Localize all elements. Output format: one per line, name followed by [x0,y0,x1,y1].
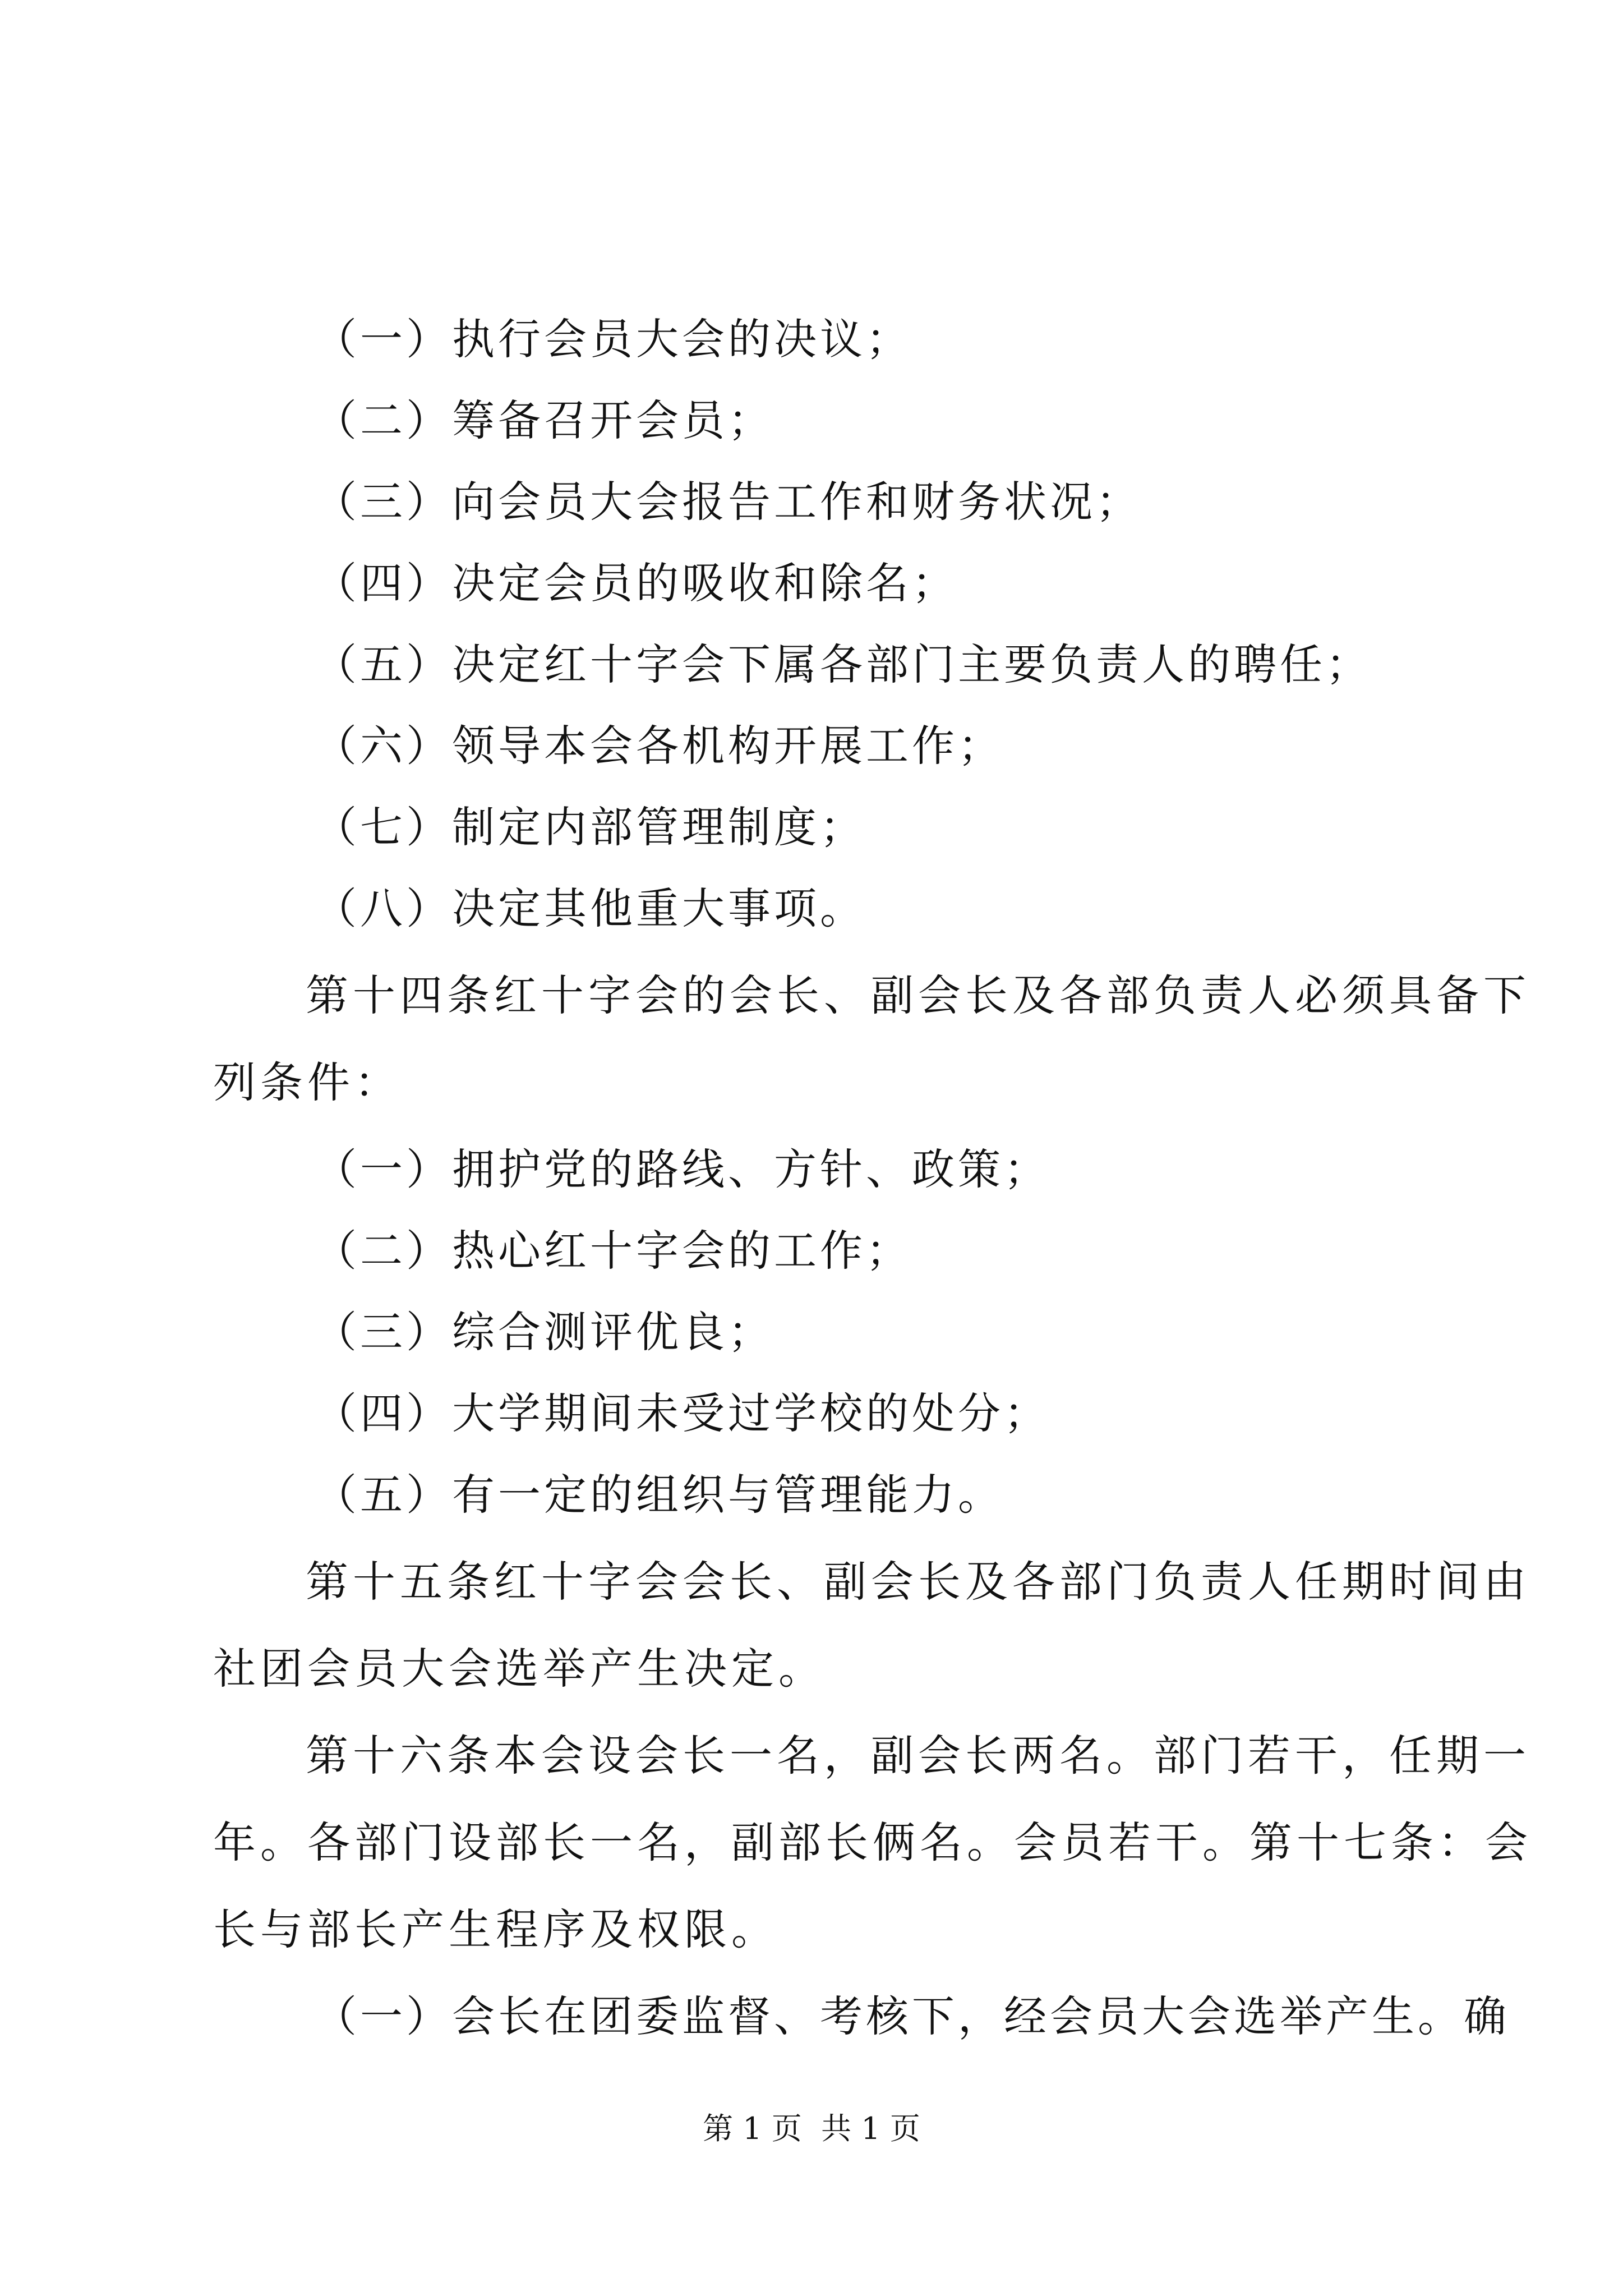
text-line: （五）决定红十字会下属各部门主要负责人的聘任； [314,639,1372,689]
text-line: （二）筹备召开会员； [314,395,774,445]
text-line: （六）领导本会各机构开展工作； [314,721,1004,771]
text-line: （三）综合测评优良； [314,1307,774,1357]
text-line: （七）制定内部管理制度； [314,802,866,852]
text-line: （一）会长在团委监督、考核下，经会员大会选举产生。确 [314,1991,1510,2041]
text-line: （四）决定会员的吸收和除名； [314,558,958,608]
text-line: （八）决定其他重大事项。 [314,884,866,933]
text-line: （四）大学期间未受过学校的处分； [314,1388,1050,1438]
text-line: 第十六条本会设会长一名，副会长两名。部门若干，任期一 [306,1731,1530,1780]
text-line: 长与部长产生程序及权限。 [213,1904,778,1954]
text-line: 第十五条红十字会会长、副会长及各部门负责人任期时间由 [306,1557,1530,1607]
text-line: （二）热心红十字会的工作； [314,1226,912,1276]
text-line: （三）向会员大会报告工作和财务状况； [314,477,1142,527]
text-line: （一）拥护党的路线、方针、政策； [314,1144,1050,1194]
text-line: 第十四条红十字会的会长、副会长及各部负责人必须具备下 [306,970,1530,1020]
text-line: 社团会员大会选举产生决定。 [213,1644,826,1694]
text-line: （五）有一定的组织与管理能力。 [314,1470,1004,1520]
text-line: （一）执行会员大会的决议； [314,314,912,364]
text-line: 年。各部门设部长一名，副部长俩名。会员若干。第十七条：会 [213,1818,1532,1867]
page-number-footer: 第 1 页 共 1 页 [703,2111,920,2146]
text-line: 列条件： [213,1057,402,1107]
